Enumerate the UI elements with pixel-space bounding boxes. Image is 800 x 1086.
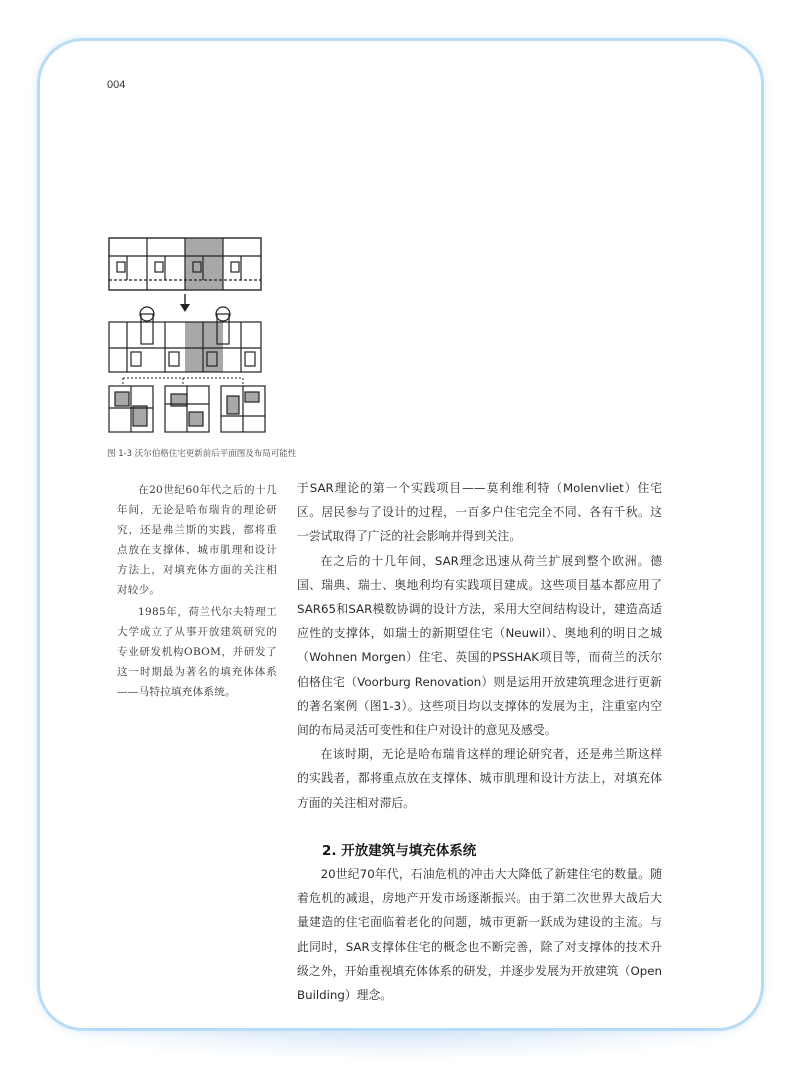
page-number: 004	[107, 79, 126, 91]
main-paragraph: 在该时期，无论是哈布瑞肯这样的理论研究者，还是弗兰斯这样的实践者，都将重点放在支撑体、城市肌理和设计方法上，对填充体方面的关注相对滞后。	[297, 747, 662, 810]
sidebar-text	[117, 480, 277, 704]
section-open-building	[297, 840, 662, 1007]
main-text	[297, 476, 662, 815]
sidebar-paragraph: 在20世纪60年代之后的十几年间，无论是哈布瑞肯的理论研究，还是弗兰斯的实践，都将重点放在支撑体、城市肌理和设计方法上，对填充体方面的关注相对较少。	[117, 484, 277, 596]
floor-plan-drawings	[107, 236, 282, 436]
main-paragraph: 于SAR理论的第一个实践项目——莫利维利特（Molenvliet）住宅区。居民参与了设计的过程，一百多户住宅完全不同、各有千秋。这一尝试取得了广泛的社会影响并得到关注。	[297, 481, 662, 544]
figure-caption: 图 1-3 沃尔伯格住宅更新前后平面图及布局可能性	[107, 449, 297, 459]
section-paragraph: 20世纪70年代，石油危机的冲击大大降低了新建住宅的数量。随着危机的减退，房地产开发市场逐渐振兴。由于第二次世界大战后大量建造的住宅面临着老化的问题，城市更新一跃成为建设的主流。与此同时，SAR支撑体住宅的概念也不断完善，除了对支撑体的技术升级之外，开始重视填充体体系的研发，并逐步发展为开放建筑（Open Building）理念。	[297, 867, 662, 1003]
sidebar-paragraph: 1985年，荷兰代尔夫特理工大学成立了从事开放建筑研究的专业研发机构OBOM，并研发了这一时期最为著名的填充体体系——马特拉填充体系统。	[117, 606, 277, 698]
figure-floor-plans	[107, 236, 282, 436]
section-heading: 2. 开放建筑与填充体系统	[322, 843, 477, 859]
main-paragraph: 在之后的十几年间，SAR理念迅速从荷兰扩展到整个欧洲。德国、瑞典、瑞士、奥地利均有实践项目建成。这些项目基本都应用了SAR65和SAR模数协调的设计方法，采用大空间结构设计，建造高适应性的支撑体，如瑞士的新期望住宅（Neuwil）、奥地利的明日之城（Wohnen Morgen）住宅、英国的PSSHAK项目等，而荷兰的沃尔伯格住宅（Voorburg Renovation）则是运用开放建筑理念进行更新的著名案例（图1-3）。这些项目均以支撑体的发展为主，注重室内空间的布局灵活可变性和住户对设计的意见及感受。	[297, 553, 662, 738]
